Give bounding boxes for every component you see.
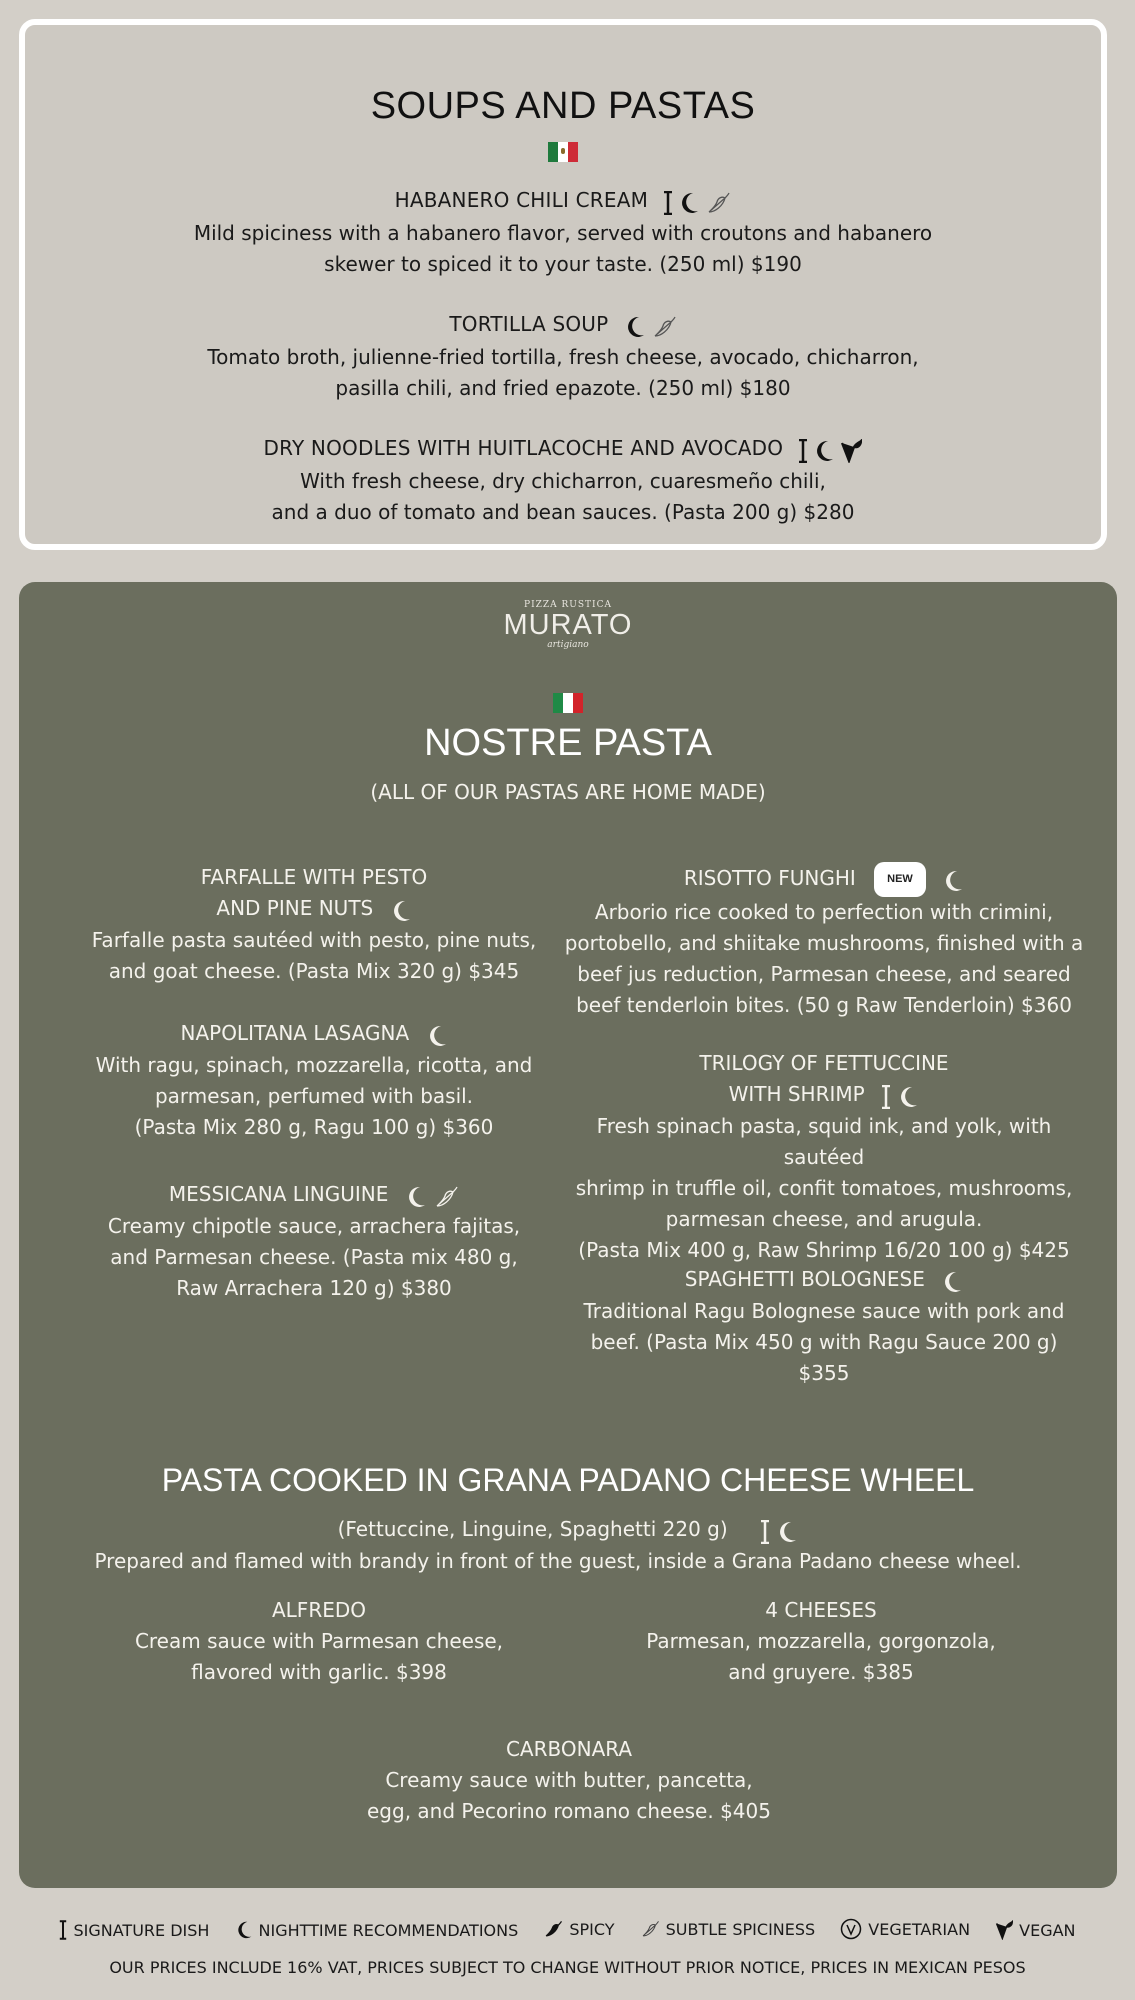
moon-icon: [426, 1024, 448, 1048]
legend-item: SIGNATURE DISH: [59, 1920, 209, 1940]
moon-icon: [678, 191, 700, 215]
vegan-icon: [840, 439, 862, 463]
spicy-icon: [543, 1918, 563, 1940]
dish-4-cheeses: 4 CHEESES Parmesan, mozzarella, gorgonzola, and gruyere. $385: [646, 1598, 996, 1684]
signature-icon: [798, 439, 808, 463]
subtle-spicy-icon: [640, 1918, 660, 1940]
legend-item: VEGAN: [995, 1920, 1075, 1940]
subtle-spicy-icon: [651, 314, 677, 340]
moon-icon: [813, 439, 835, 463]
legend-item: NIGHTTIME RECOMMENDATIONS: [235, 1920, 519, 1940]
dish-description: With fresh cheese, dry chicharron, cuaresmeño chili, and a duo of tomato and bean sauces. (Pasta 200 g) $280: [271, 469, 855, 524]
dish-description: Mild spiciness with a habanero flavor, served with croutons and habanero skewer to spiced it to your taste. (250 ml) $190: [193, 221, 933, 276]
subtle-spicy-icon: [433, 1184, 459, 1210]
grana-title: PASTA COOKED IN GRANA PADANO CHEESE WHEEL: [161, 1462, 975, 1498]
signature-icon: [881, 1085, 891, 1109]
signature-icon: [59, 1920, 67, 1940]
moon-icon: [405, 1185, 427, 1209]
moon-icon: [235, 1920, 253, 1940]
pasta-section: [19, 582, 1117, 1888]
soups-section: [19, 19, 1107, 550]
dish-title: DRY NOODLES WITH HUITLACOCHE AND AVOCADO: [263, 436, 784, 460]
grana-subtitle-row: (Fettuccine, Linguine, Spaghetti 220 g): [19, 1512, 1117, 1548]
mexican-flag-icon: [548, 142, 578, 162]
new-badge: NEW: [874, 862, 926, 897]
dish-farfalle: FARFALLE WITH PESTO AND PINE NUTS Farfalle pasta sautéed with pesto, pine nuts, and goat cheese. (Pasta Mix 320 g) $345: [91, 865, 537, 983]
dish-messicana-linguine: MESSICANA LINGUINE Creamy chipotle sauce, arrachera fajitas, and Parmesan cheese. (Pasta mix 480 g, Raw Arrachera 120 g) $380: [107, 1182, 521, 1300]
dish-spaghetti-bolognese: SPAGHETTI BOLOGNESE Traditional Ragu Bolognese sauce with pork and beef. (Pasta Mix 450 g with Ragu Sauce 200 g) $355: [583, 1267, 1065, 1385]
nostre-pasta-subtitle: (ALL OF OUR PASTAS ARE HOME MADE): [370, 780, 766, 804]
footer-note: OUR PRICES INCLUDE 16% VAT, PRICES SUBJECT TO CHANGE WITHOUT PRIOR NOTICE, PRICES IN MEXICAN PESOS: [109, 1958, 1026, 1977]
dish-title: TORTILLA SOUP: [449, 312, 609, 336]
icon-legend: [0, 1918, 1135, 1944]
soups-title: SOUPS AND PASTAS: [370, 85, 756, 127]
moon-icon: [941, 1270, 963, 1294]
vegetarian-icon: [840, 1918, 862, 1940]
dish-carbonara: CARBONARA Creamy sauce with butter, pancetta, egg, and Pecorino romano cheese. $405: [367, 1737, 771, 1823]
moon-icon: [624, 315, 646, 339]
signature-icon: [663, 191, 673, 215]
dish-description: Tomato broth, julienne-fried tortilla, fresh cheese, avocado, chicharron, pasilla chili, and fried epazote. (250 ml) $180: [207, 345, 919, 400]
moon-icon: [897, 1085, 919, 1109]
grana-intro: Prepared and flamed with brandy in front of the guest, inside a Grana Padano cheese wheel.: [94, 1549, 1022, 1573]
dish-dry-noodles: [25, 430, 1101, 528]
legend-item: SPICY: [543, 1918, 614, 1940]
signature-icon: [760, 1520, 770, 1544]
dish-tortilla-soup: [25, 306, 1101, 404]
legend-item: VEGETARIAN: [840, 1918, 970, 1940]
dish-habanero: [25, 182, 1101, 280]
murato-logo: PIZZA RUSTICA MURATO artigiano: [503, 600, 633, 650]
subtle-spicy-icon: [705, 190, 731, 216]
moon-icon: [942, 869, 964, 893]
dish-trilogy-fettuccine: TRILOGY OF FETTUCCINE WITH SHRIMP Fresh spinach pasta, squid ink, and yolk, with sautéed shrimp in truffle oil, confit tomatoes, mushrooms, parmesan cheese, and arugula. (Pasta Mix 400 g, Raw Shrimp 16/20 100 g) $425: [575, 1051, 1073, 1262]
legend-item: SUBTLE SPICINESS: [640, 1918, 816, 1940]
dish-alfredo: ALFREDO Cream sauce with Parmesan cheese, flavored with garlic. $398: [134, 1598, 504, 1684]
moon-icon: [390, 899, 412, 923]
nostre-pasta-title: NOSTRE PASTA: [424, 722, 712, 764]
vegan-icon: [995, 1920, 1013, 1940]
dish-title: HABANERO CHILI CREAM: [394, 188, 649, 212]
italian-flag-icon: [553, 693, 583, 713]
dish-napolitana-lasagna: NAPOLITANA LASAGNA With ragu, spinach, mozzarella, ricotta, and parmesan, perfumed with basil. (Pasta Mix 280 g, Ragu 100 g) $360: [95, 1021, 533, 1139]
dish-risotto-funghi: RISOTTO FUNGHI NEW Arborio rice cooked to perfection with crimini, portobello, and shiitake mushrooms, finished with a beef jus reduction, Parmesan cheese, and seared beef tenderloin bites. (50 g Raw Tenderloin) $360: [564, 862, 1084, 1021]
moon-icon: [776, 1520, 798, 1544]
